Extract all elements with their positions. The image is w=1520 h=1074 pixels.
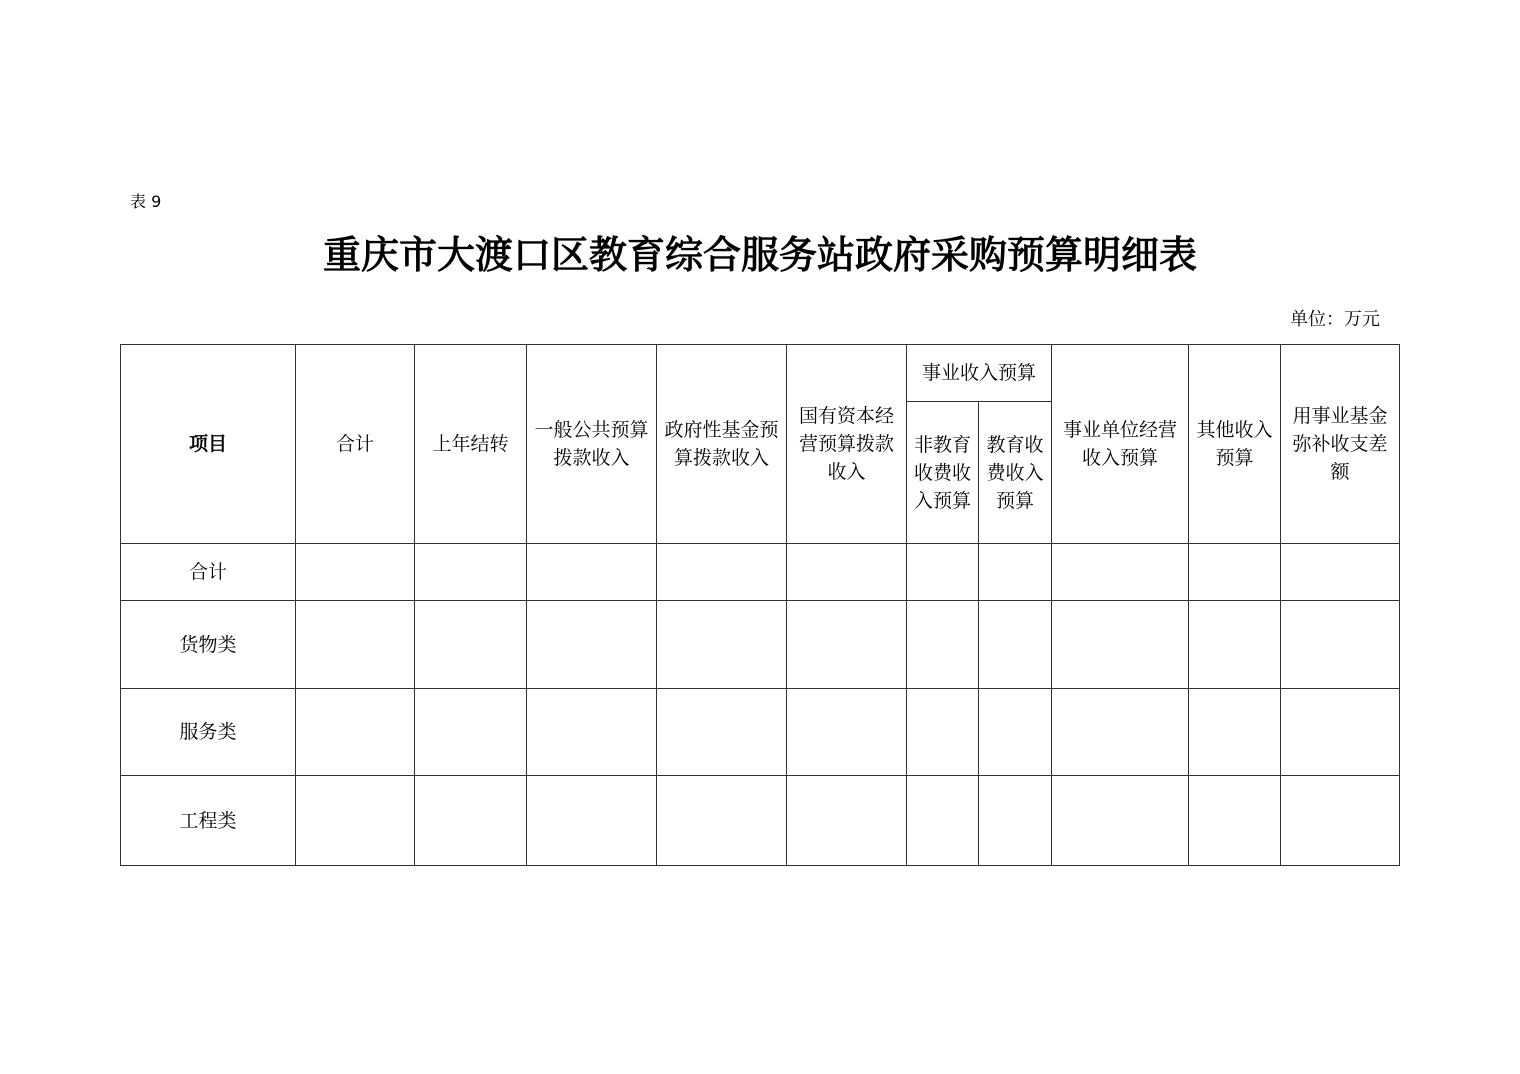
table-cell — [979, 689, 1052, 776]
unit-label: 单位：万元 — [1290, 309, 1380, 330]
header-item: 项目 — [121, 345, 296, 544]
table-cell — [1052, 544, 1189, 601]
header-gov-fund: 政府性基金预算拨款收入 — [657, 345, 787, 544]
table-cell — [907, 689, 979, 776]
header-row-top — [121, 345, 1400, 402]
table-cell — [1189, 601, 1281, 689]
table-cell — [527, 601, 657, 689]
table-cell — [1052, 776, 1189, 866]
header-non-edu-fee: 非教育收费收入预算 — [907, 402, 979, 544]
table-cell — [1281, 776, 1400, 866]
header-state-capital: 国有资本经营预算拨款收入 — [787, 345, 907, 544]
header-general-public: 一般公共预算拨款收入 — [527, 345, 657, 544]
header-operating-income: 事业单位经营收入预算 — [1052, 345, 1189, 544]
table-cell — [787, 776, 907, 866]
table-cell — [1052, 689, 1189, 776]
table-cell — [296, 601, 415, 689]
table-row — [121, 689, 1400, 776]
table-cell — [907, 544, 979, 601]
table-cell — [787, 544, 907, 601]
table-row — [121, 776, 1400, 866]
table-cell — [415, 544, 527, 601]
table-cell — [296, 689, 415, 776]
table-cell — [527, 776, 657, 866]
row-label-total: 合计 — [121, 544, 296, 601]
table-cell — [787, 689, 907, 776]
table-cell — [657, 689, 787, 776]
table-cell — [907, 601, 979, 689]
table-number: 表 9 — [130, 192, 162, 211]
table-cell — [787, 601, 907, 689]
header-total: 合计 — [296, 345, 415, 544]
table-cell — [415, 689, 527, 776]
header-business-income-group: 事业收入预算 — [907, 345, 1052, 402]
table-row — [121, 544, 1400, 601]
table-cell — [979, 601, 1052, 689]
table-cell — [296, 776, 415, 866]
header-fund-offset: 用事业基金弥补收支差额 — [1281, 345, 1400, 544]
table-cell — [1189, 689, 1281, 776]
table-cell — [1052, 601, 1189, 689]
table-cell — [1189, 776, 1281, 866]
table-cell — [1189, 544, 1281, 601]
table-cell — [907, 776, 979, 866]
table-cell — [527, 689, 657, 776]
table-cell — [657, 601, 787, 689]
table-cell — [1281, 601, 1400, 689]
header-other-income: 其他收入预算 — [1189, 345, 1281, 544]
table-cell — [1281, 544, 1400, 601]
header-edu-fee: 教育收费收入预算 — [979, 402, 1052, 544]
budget-table — [120, 344, 1400, 866]
row-label-services: 服务类 — [121, 689, 296, 776]
row-label-goods: 货物类 — [121, 601, 296, 689]
header-carryover: 上年结转 — [415, 345, 527, 544]
table-row — [121, 601, 1400, 689]
row-label-construction: 工程类 — [121, 776, 296, 866]
table-cell — [657, 544, 787, 601]
table-cell — [296, 544, 415, 601]
table-cell — [527, 544, 657, 601]
table-cell — [979, 544, 1052, 601]
table-cell — [415, 776, 527, 866]
table-cell — [415, 601, 527, 689]
table-cell — [979, 776, 1052, 866]
table-cell — [1281, 689, 1400, 776]
page-title: 重庆市大渡口区教育综合服务站政府采购预算明细表 — [322, 233, 1197, 277]
table-cell — [657, 776, 787, 866]
